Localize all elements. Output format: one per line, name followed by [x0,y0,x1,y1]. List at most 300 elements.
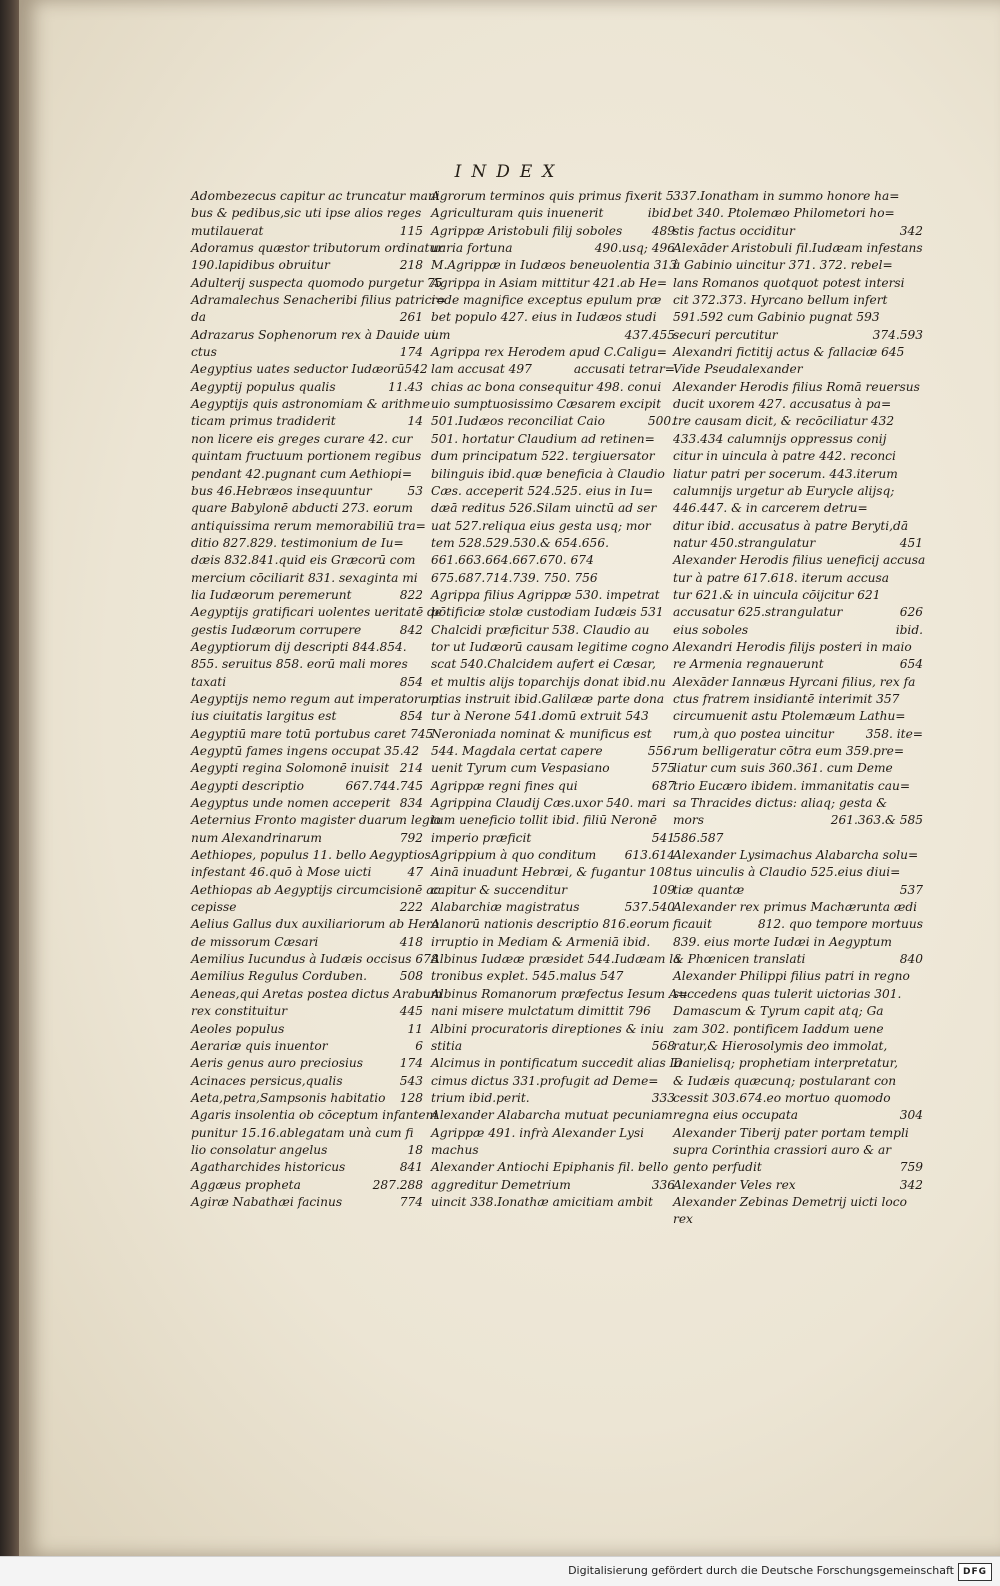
index-line [191,466,423,483]
index-entry-text: Danielisq; prophetiam interpretatur, [673,1056,898,1071]
index-line [673,205,923,222]
index-entry-text: ctus fratrem insidiantē interimit 357 [673,691,900,706]
index-line [673,275,923,292]
index-page-ref: 11 [407,1021,423,1036]
index-entry-text: ditur ibid. accusatus à patre Beryti,dā [673,518,909,533]
index-line [673,674,923,691]
index-page-ref: 834 [399,796,423,811]
index-column-3 [673,188,926,1229]
index-line [191,275,443,292]
index-entry-text: Aegyptū fames ingens occupat 35.42 [191,744,420,758]
index-entry-text: 190.lapidibus obruitur [191,258,330,273]
index-entry-text: de missorum Cæsari [191,934,319,949]
index-entry-text: Agaris insolentia ob cōceptum infantem [191,1108,438,1123]
index-entry-text: regna eius occupata [673,1108,798,1123]
index-line [191,448,423,465]
index-entry-text: Aeta,petra,Sampsonis habitatio [191,1090,386,1105]
index-line [431,968,675,985]
index-entry-text: & Iudæis quæcunq; postularant con [673,1073,897,1088]
index-entry-text: Damascum & Tyrum capit atq; Ga [673,1004,884,1019]
index-entry-text: Aegyptiorum dij descripti 844.854. [191,639,407,654]
index-page-ref: 613.614 [624,848,675,863]
index-line [191,674,423,691]
index-entry-text: Alexander Lysimachus Alabarcha solu= [673,848,919,863]
index-line [191,309,423,326]
index-line [431,622,675,639]
index-entry-text: dum principatum 522. tergiuersator [431,449,655,464]
index-page-ref: 842 [399,622,423,637]
index-line [673,413,923,430]
index-entry-text: capitur & succenditur [431,882,568,897]
index-line [673,223,923,240]
index-page-ref: 759 [899,1160,923,1175]
index-line [191,413,423,430]
index-line [431,379,675,396]
index-entry-text: num Alexandrinarum [191,830,322,845]
index-entry-text: Agrippina Claudij Cæs.uxor 540. mari [431,796,666,811]
index-line [191,1038,423,1055]
index-entry-text: 855. seruitus 858. eorū mali mores [191,657,408,672]
index-entry-text: accusatur 625.strangulatur [673,605,843,620]
index-line [673,1021,923,1038]
index-entry-text: rum belligeratur cōtra eum 359.pre= [673,744,905,758]
index-page-ref: 451 [899,535,923,550]
index-line [431,1142,675,1159]
index-entry-text: Acinaces persicus,qualis [191,1073,343,1088]
index-entry-text: M.Agrippæ in Iudæos beneuolentia 313 [431,258,678,273]
index-line [191,552,423,569]
index-entry-text: Aeternius Fronto magister duarum legio [191,813,442,828]
index-line [673,396,923,413]
index-line [431,674,675,691]
index-line [673,830,923,847]
index-line [191,830,423,847]
index-page-ref: 261 [399,310,423,325]
index-line [431,726,675,743]
page-header: INDEX [454,162,565,182]
index-page-ref: 14 [407,414,423,429]
index-entry-text: mercium cōciliarit 831. sexaginta mi [191,570,418,585]
index-entry-text: à Gabinio uincitur 371. 372. rebel= [673,258,893,273]
index-page-ref: 568 [651,1038,675,1053]
index-line [431,431,675,448]
index-page-ref: 174 [399,345,423,360]
index-page-ref: 218 [399,258,423,273]
index-column-2 [431,188,688,1211]
index-line [673,708,923,725]
index-page-ref: 214 [399,761,423,776]
index-page-ref: 543 [399,1073,423,1088]
index-entry-text: Ainā inuadunt Hebræi, & fugantur 108 [431,865,673,880]
index-line [191,257,423,274]
index-entry-text: Aeneas,qui Aretas postea dictus Arabum [191,986,443,1001]
index-line [431,656,675,673]
index-page-ref: 541 [651,830,675,845]
index-line [191,1194,423,1211]
index-entry-text: liatur cum suis 360.361. cum Deme [673,761,893,776]
index-line [191,812,442,829]
index-entry-text: tem 528.529.530.& 654.656. [431,535,609,550]
index-entry-text: bilinguis ibid.quæ beneficia à Claudio [431,466,665,481]
index-entry-text: Alexāder Aristobuli fil.Iudæam infestans [673,241,923,256]
index-entry-text: Aegypti descriptio [191,778,304,793]
index-line [673,500,923,517]
index-line [191,760,423,777]
index-page-ref: 261.363.& 585 [830,813,923,828]
index-entry-text: Alexander Veles rex [673,1177,796,1192]
index-line [673,379,923,396]
index-entry-text: et multis alijs toparchijs donat ibid.nu [431,674,666,689]
index-line [431,223,675,240]
index-line [673,188,923,205]
index-line [191,500,423,517]
index-entry-text: bet populo 427. eius in Iudæos studi [431,310,657,325]
index-entry-text: Aemilius Regulus Corduben. [191,969,368,984]
index-entry-text: chias ac bona consequitur 498. conui [431,379,662,394]
index-line [673,691,923,708]
index-entry-text: 337.Ionatham in summo honore ha= [673,189,900,203]
index-entry-text: da [191,310,207,325]
index-entry-text: Agrippa in Asiam mittitur 421.ab He= [431,275,668,290]
index-entry-text: 501. hortatur Claudium ad retinen= [431,431,655,446]
index-line [191,1021,423,1038]
index-page-ref: 841 [399,1160,423,1175]
index-line [191,622,423,639]
index-line [191,1003,423,1020]
index-entry-text: ducit uxorem 427. accusatus à pa= [673,397,892,412]
index-entry-text: Albinus Romanorum præfectus Iesum A= [431,986,688,1001]
index-entry-text: Cæs. acceperit 524.525. eius in Iu= [431,483,654,498]
index-line [673,916,923,933]
index-line [431,292,675,309]
index-line [431,257,678,274]
index-page-ref: 437.455 [624,327,675,342]
index-line [191,188,440,205]
index-entry-text: Adombezecus capitur ac truncatur mani [191,189,440,203]
index-line [191,968,423,985]
index-entry-text: 501.Iudæos reconciliat Caio [431,414,605,429]
index-entry-text: pōtificiæ stolæ custodiam Iudæis 531 [431,605,664,620]
index-line [191,1090,423,1107]
index-entry-text: citur in uincula à patre 442. reconci [673,449,896,464]
index-entry-text: dæis 832.841.quid eis Græcorū com [191,553,416,568]
index-page-ref: 18 [407,1142,423,1157]
index-line [431,1021,675,1038]
index-line [191,899,423,916]
index-page-ref: 654 [899,657,923,672]
index-line [191,570,423,587]
index-entry-text: Aegypti regina Solomonē inuisit [191,761,390,776]
index-entry-text: cepisse [191,900,237,915]
index-line [673,1055,923,1072]
index-entry-text: rex [673,1212,693,1227]
index-line [673,1090,923,1107]
index-line [431,570,675,587]
index-entry-text: Vide Pseudalexander [673,362,803,377]
index-entry-text: Alexander Herodis filius ueneficij accusa [673,553,926,568]
index-entry-text: tor ut Iudæorū causam legitime cogno [431,639,669,654]
index-entry-text: cessit 303.674.eo mortuo quomodo [673,1090,891,1105]
index-entry-text: Aerariæ quis inuentor [191,1038,328,1053]
index-line [673,882,923,899]
index-page-ref: 418 [399,934,423,949]
index-line [191,587,423,604]
index-line [673,864,923,881]
index-line [191,656,423,673]
index-line [673,656,923,673]
index-entry-text: Albinus Iudææ præsidet 544.Iudæam la [431,952,681,967]
index-line [673,986,923,1003]
index-line [431,396,675,413]
index-page-ref: 53 [407,483,423,498]
index-entry-text: ius ciuitatis largitus est [191,709,337,724]
index-line [191,708,423,725]
index-entry-text: quare Babylonē abducti 273. eorum [191,501,413,516]
index-line [673,309,923,326]
index-line [191,726,434,743]
index-line [673,1177,923,1194]
index-line [673,726,923,743]
index-entry-text: Agrippæ Aristobuli filij soboles [431,223,623,238]
index-entry-text: Aegyptijs nemo regum aut imperatorum [191,691,440,706]
index-entry-text: Alexandri fictitij actus & fallaciæ 645 [673,345,905,360]
index-entry-text: Agriculturam quis inuenerit [431,206,604,221]
index-entry-text: Adramalechus Senacheribi filius patrici= [191,293,446,308]
index-page-ref: 575 [651,761,675,776]
index-page-ref: 500. [647,414,675,429]
index-entry-text: 433.434 calumnijs oppressus conij [673,431,887,446]
index-line [191,535,423,552]
index-line [673,760,923,777]
index-line [191,778,423,795]
index-entry-text: re Armenia regnauerunt [673,657,824,672]
index-entry-text: uincit 338.Ionathæ amicitiam ambit [431,1194,653,1209]
index-entry-text: uio sumptuosissimo Cæsarem excipit [431,397,662,412]
index-entry-text: Aemilius Iucundus à Iudæis occisus 678 [191,952,439,967]
index-line [673,1038,923,1055]
index-line [673,448,923,465]
index-line [191,1177,423,1194]
index-line [673,431,923,448]
index-page-ref: 490.usq; 496 [594,241,675,256]
index-entry-text: tum ueneficio tollit ibid. filiū Neronē [431,813,657,828]
book-spine-edge [0,0,19,1556]
index-entry-text: rum,à quo postea uincitur [673,726,834,741]
index-entry-text: Aegyptijs quis astronomiam & arithme [191,397,431,412]
index-entry-text: Alexander rex primus Machærunta ædi [673,900,918,915]
index-line [431,812,675,829]
index-page-ref: 687 [651,778,675,793]
index-line [673,743,923,760]
index-line [673,535,923,552]
index-line [431,327,675,344]
index-entry-text: infestant 46.quō à Mose uicti [191,865,372,880]
index-line [191,743,423,760]
index-page-ref: 342 [899,1177,923,1192]
index-entry-text: Aethiopes, populus 11. bello Aegyptios [191,848,431,863]
index-line [431,934,675,951]
index-entry-text: ditio 827.829. testimonium de Iu= [191,535,404,550]
index-page-ref: ibid. [895,622,923,637]
index-line [191,292,446,309]
index-entry-text: Neroniada nominat & munificus est [431,726,652,741]
index-line [431,882,675,899]
index-entry-text: uenit Tyrum cum Vespasiano [431,761,610,776]
index-entry-text: pendant 42.pugnant cum Aethiopi= [191,466,413,481]
index-entry-text: bus 46.Hebræos insequuntur [191,483,372,498]
index-line [673,1159,923,1176]
index-line [191,327,436,344]
index-line [431,743,675,760]
index-entry-text: imperio præficit [431,830,532,845]
footer-bar [0,1556,1000,1586]
index-line [431,864,675,881]
index-entry-text: tus uinculis à Claudio 525.eius diui= [673,865,901,880]
index-entry-text: stitia [431,1038,463,1053]
index-entry-text: aggreditur Demetrium [431,1177,571,1192]
index-entry-text: antiquissima rerum memorabiliū tra= [191,518,426,533]
index-line [673,240,923,257]
index-line [191,1159,423,1176]
index-entry-text: 446.447. & in carcerem detru= [673,501,868,516]
index-entry-text: Aegyptus unde nomen acceperit [191,796,391,811]
index-line [431,518,675,535]
index-line [191,1073,423,1090]
index-page-ref: 115 [399,223,423,238]
index-line [431,830,675,847]
index-page-ref: 774 [399,1194,423,1209]
index-line [191,847,431,864]
index-entry-text: rode magnifice exceptus epulum præ [431,293,662,308]
index-line [673,552,926,569]
index-page-ref: 174 [399,1056,423,1071]
index-line [191,379,423,396]
index-entry-text: Adrazarus Sophenorum rex à Dauide ui [191,327,436,342]
index-page-ref: 667.744.745 [345,778,423,793]
index-line [431,847,675,864]
index-page-ref: 222 [399,900,423,915]
index-page-ref: 128 [399,1090,423,1105]
index-entry-text: cimus dictus 331.profugit ad Deme= [431,1073,659,1088]
index-line [191,223,423,240]
index-entry-text: sa Thracides dictus: aliaq; gesta & [673,796,888,811]
index-line [673,899,923,916]
index-line [191,934,423,951]
index-entry-text: gestis Iudæorum corrupere [191,622,362,637]
index-line [673,292,923,309]
index-page-ref: 854 [399,674,423,689]
index-entry-text: succedens quas tulerit uictorias 301. [673,986,902,1001]
index-entry-text: Agrippæ regni fines qui [431,778,578,793]
index-line [431,344,675,361]
book-page [19,0,1000,1556]
index-line [673,968,923,985]
index-page-ref: 109 [651,882,675,897]
index-line [431,708,675,725]
index-entry-text: 661.663.664.667.670. 674 [431,553,594,568]
index-entry-text: tur à Nerone 541.domū extruit 543 [431,709,649,724]
index-entry-text: machus [431,1142,479,1157]
index-entry-text: 586.587 [673,830,724,845]
index-page-ref: 304 [899,1108,923,1123]
index-line [431,275,675,292]
index-page-ref: accusati tetrar= [573,362,675,377]
index-page-ref: 287.288 [372,1177,423,1192]
index-line [191,1107,438,1124]
index-page-ref: 822 [399,587,423,602]
index-line [673,604,923,621]
index-line [191,639,423,656]
index-entry-text: Alexander Alabarcha mutuat pecuniam [431,1108,673,1123]
index-line [191,795,423,812]
index-line [431,1038,675,1055]
index-entry-text: um [431,327,451,342]
index-entry-text: Aeris genus auro preciosius [191,1056,364,1071]
index-line [191,344,423,361]
index-page-ref: 47 [407,865,423,880]
index-page-ref: 336 [651,1177,675,1192]
index-page-ref: 840 [899,952,923,967]
index-entry-text: ctus [191,345,217,360]
index-entry-text: supra Corinthia crassiori auro & ar [673,1142,892,1157]
index-page-ref: 11.43 [388,379,423,394]
index-line [431,691,675,708]
index-line [191,240,444,257]
index-line [431,778,675,795]
index-line [673,812,923,829]
index-page-ref: 6 [415,1038,423,1053]
index-entry-text: zam 302. pontificem Iaddum uene [673,1021,884,1036]
index-line [673,466,923,483]
index-line [431,1090,675,1107]
index-line [673,795,923,812]
index-line [191,986,443,1003]
index-entry-text: tiæ quantæ [673,882,745,897]
index-line [431,639,675,656]
index-entry-text: lio consolatur angelus [191,1142,328,1157]
index-line [673,1125,923,1142]
index-entry-text: dæā reditus 526.Silam uinctū ad ser [431,501,657,516]
funding-note: Digitalisierung gefördert durch die Deutsche Forschungsgemeinschaft [568,1564,954,1577]
index-line [673,587,923,604]
index-line [431,795,675,812]
index-line [673,1194,923,1211]
index-line [673,1142,923,1159]
index-entry-text: & Phœnicen translati [673,952,806,967]
index-entry-text: uat 527.reliqua eius gesta usq; mor [431,518,651,533]
index-line [673,951,923,968]
index-line [191,1055,423,1072]
index-page-ref: 445 [399,1004,423,1019]
index-entry-text: Aggæus propheta [191,1177,301,1192]
index-entry-text: Adulterij suspecta quomodo purgetur 75 [191,275,443,290]
index-line [431,1177,675,1194]
index-line [673,257,923,274]
index-page-ref: 792 [399,830,423,845]
index-entry-text: circumuenit astu Ptolemæum Lathu= [673,709,906,724]
index-page-ref: 333 [651,1090,675,1105]
index-page-ref: 812. quo tempore mortuus [757,917,923,932]
index-line [431,552,675,569]
index-entry-text: quintam fructuum portionem regibus [191,449,422,464]
index-entry-text: 544. Magdala certat capere [431,744,603,758]
index-line [431,413,675,430]
index-line [673,934,923,951]
index-line [431,535,675,552]
index-line [431,500,675,517]
index-page-ref: 358. ite= [865,726,923,741]
index-entry-text: tur à patre 617.618. iterum accusa [673,570,890,585]
